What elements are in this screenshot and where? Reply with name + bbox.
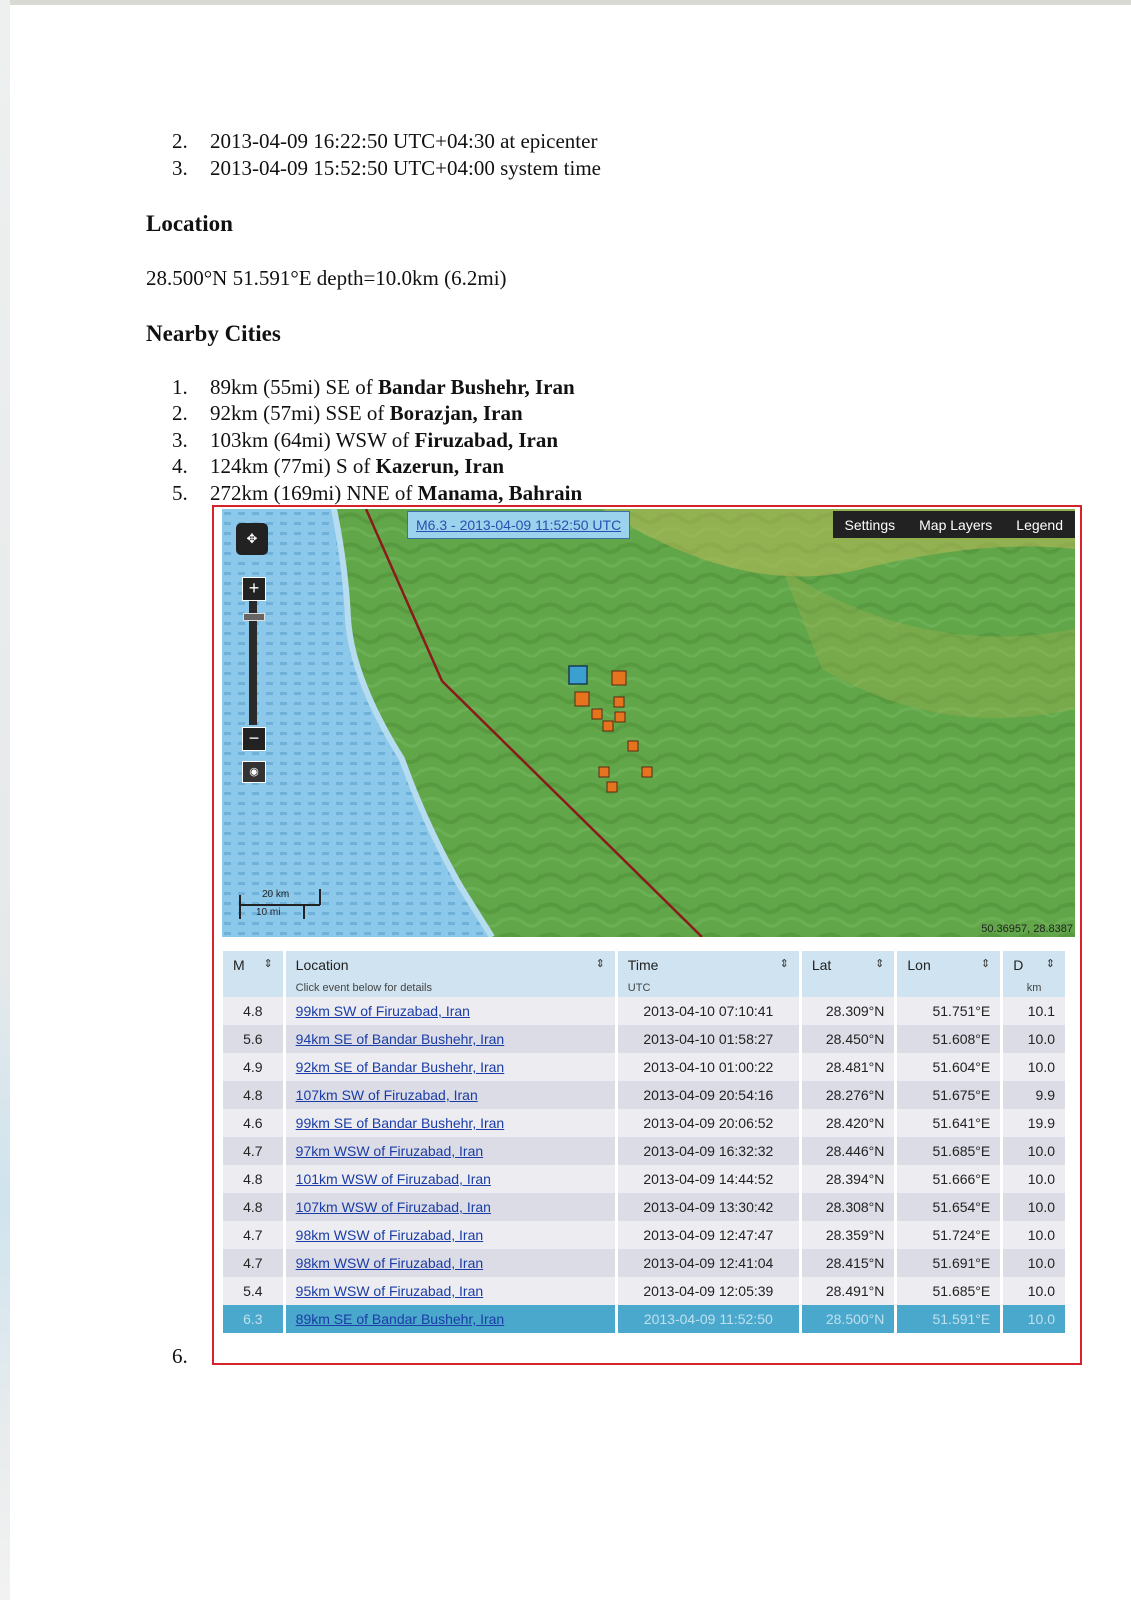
- table-row[interactable]: [223, 1193, 1065, 1221]
- city-list-item: [172, 400, 582, 426]
- table-row[interactable]: [223, 1053, 1065, 1081]
- pan-control-icon[interactable]: ✥: [236, 523, 268, 555]
- column-header-lat[interactable]: Lat ⇕: [802, 951, 895, 979]
- scan-edge-top: [0, 0, 1131, 5]
- table-row[interactable]: [223, 1165, 1065, 1193]
- event-link[interactable]: 99km SW of Firuzabad, Iran: [295, 1003, 470, 1019]
- table-row[interactable]: [223, 1025, 1065, 1053]
- depth-cell: 10.0: [1003, 1277, 1065, 1305]
- time-cell: 2013-04-09 12:47:47: [618, 1221, 799, 1249]
- location-cell: [286, 1137, 615, 1165]
- magnitude-cell: 4.8: [223, 1165, 283, 1193]
- city-list-item: [172, 480, 582, 506]
- time-list: [172, 128, 601, 181]
- event-link[interactable]: 107km WSW of Firuzabad, Iran: [295, 1199, 491, 1215]
- lat-cell: 28.394°N: [802, 1165, 895, 1193]
- event-link[interactable]: 107km SW of Firuzabad, Iran: [295, 1087, 478, 1103]
- camera-icon[interactable]: ◉: [242, 761, 266, 783]
- event-link[interactable]: 98km WSW of Firuzabad, Iran: [295, 1255, 484, 1271]
- location-cell: [286, 1305, 615, 1333]
- column-header-d[interactable]: D ⇕: [1003, 951, 1065, 979]
- time-cell: 2013-04-10 01:58:27: [618, 1025, 799, 1053]
- zoom-out-button[interactable]: −: [242, 727, 266, 751]
- column-header-location[interactable]: Location ⇕: [286, 951, 615, 979]
- magnitude-cell: 6.3: [223, 1305, 283, 1333]
- sort-icon: ⇕: [779, 958, 789, 970]
- magnitude-cell: 4.6: [223, 1109, 283, 1137]
- list-number: 2.: [172, 129, 188, 153]
- event-link[interactable]: 98km WSW of Firuzabad, Iran: [295, 1227, 484, 1243]
- list-number: 3.: [172, 427, 188, 452]
- table-row[interactable]: [223, 1109, 1065, 1137]
- time-cell: 2013-04-10 07:10:41: [618, 997, 799, 1025]
- lat-cell: 28.309°N: [802, 997, 895, 1025]
- city-list-item: [172, 374, 582, 400]
- depth-cell: 10.0: [1003, 1305, 1065, 1333]
- time-cell: 2013-04-09 20:06:52: [618, 1109, 799, 1137]
- magnitude-cell: 4.7: [223, 1137, 283, 1165]
- lon-cell: 51.604°E: [897, 1053, 1000, 1081]
- zoom-slider-handle[interactable]: [243, 613, 265, 621]
- depth-cell: 9.9: [1003, 1081, 1065, 1109]
- column-header-time[interactable]: Time ⇕: [618, 951, 799, 979]
- time-cell: 2013-04-09 14:44:52: [618, 1165, 799, 1193]
- map-view[interactable]: [222, 509, 1075, 937]
- city-name: Bandar Bushehr, Iran: [378, 375, 575, 399]
- table-row[interactable]: [223, 1137, 1065, 1165]
- city-name: Kazerun, Iran: [375, 454, 504, 479]
- lat-cell: 28.450°N: [802, 1025, 895, 1053]
- city-name: Manama, Bahrain: [417, 480, 583, 505]
- lat-cell: 28.500°N: [802, 1305, 895, 1333]
- event-title-link[interactable]: M6.3 - 2013-04-09 11:52:50 UTC: [407, 511, 630, 539]
- time-cell: 2013-04-09 20:54:16: [618, 1081, 799, 1109]
- lat-cell: 28.420°N: [802, 1109, 895, 1137]
- location-cell: [286, 1249, 615, 1277]
- time-cell: 2013-04-09 12:41:04: [618, 1249, 799, 1277]
- event-link[interactable]: 95km WSW of Firuzabad, Iran: [295, 1283, 484, 1299]
- zoom-in-button[interactable]: +: [242, 577, 266, 601]
- lon-cell: 51.685°E: [897, 1277, 1000, 1305]
- city-distance: 124km (77mi) S of: [210, 454, 376, 479]
- city-distance: 272km (169mi) NNE of: [210, 480, 418, 505]
- map-toolbar: [833, 511, 1075, 538]
- depth-subheader: km: [1003, 979, 1065, 997]
- lat-cell: 28.415°N: [802, 1249, 895, 1277]
- sort-icon: ⇕: [1045, 958, 1055, 970]
- lat-cell: 28.276°N: [802, 1081, 895, 1109]
- scale-mi-label: 10 mi: [256, 907, 281, 918]
- lon-cell: 51.608°E: [897, 1025, 1000, 1053]
- map-layers-button[interactable]: Map Layers: [919, 516, 993, 533]
- earthquake-map-panel: [212, 505, 1082, 1365]
- city-distance: 103km (64mi) WSW of: [210, 427, 415, 452]
- column-header-m[interactable]: M ⇕: [223, 951, 283, 979]
- table-row-selected[interactable]: [223, 1305, 1065, 1333]
- lon-cell: 51.666°E: [897, 1165, 1000, 1193]
- event-link[interactable]: 94km SE of Bandar Bushehr, Iran: [295, 1031, 505, 1047]
- time-cell: 2013-04-09 13:30:42: [618, 1193, 799, 1221]
- lon-cell: 51.641°E: [897, 1109, 1000, 1137]
- list-number: 4.: [172, 454, 188, 479]
- list-number: 3.: [172, 155, 188, 180]
- magnitude-cell: 4.9: [223, 1053, 283, 1081]
- location-cell: [286, 1025, 615, 1053]
- time-text: 2013-04-09 15:52:50 UTC+04:00 system time: [210, 155, 601, 180]
- cursor-coordinates: 50.36957, 28.8387: [981, 923, 1073, 935]
- location-cell: [286, 1193, 615, 1221]
- magnitude-cell: 5.6: [223, 1025, 283, 1053]
- lon-cell: 51.724°E: [897, 1221, 1000, 1249]
- time-cell: 2013-04-10 01:00:22: [618, 1053, 799, 1081]
- column-header-lon[interactable]: Lon ⇕: [897, 951, 1000, 979]
- legend-button[interactable]: Legend: [1016, 516, 1063, 533]
- time-list-item: [172, 155, 601, 182]
- depth-cell: 10.0: [1003, 1193, 1065, 1221]
- lat-cell: 28.481°N: [802, 1053, 895, 1081]
- city-list-item: [172, 427, 582, 453]
- time-cell: 2013-04-09 11:52:50: [618, 1305, 799, 1333]
- lat-cell: 28.308°N: [802, 1193, 895, 1221]
- magnitude-cell: 5.4: [223, 1277, 283, 1305]
- scan-edge-left: [0, 0, 10, 1600]
- event-link[interactable]: 99km SE of Bandar Bushehr, Iran: [295, 1115, 505, 1131]
- city-list-item: [172, 453, 582, 479]
- location-cell: [286, 997, 615, 1025]
- depth-cell: 10.0: [1003, 1025, 1065, 1053]
- location-subheader: Click event below for details: [286, 979, 615, 997]
- map-terrain: [222, 509, 1075, 937]
- location-cell: [286, 1081, 615, 1109]
- depth-cell: 10.0: [1003, 1165, 1065, 1193]
- lat-cell: 28.446°N: [802, 1137, 895, 1165]
- event-link[interactable]: 101km WSW of Firuzabad, Iran: [295, 1171, 491, 1187]
- lon-cell: 51.654°E: [897, 1193, 1000, 1221]
- location-heading: Location: [146, 211, 233, 236]
- magnitude-cell: 4.8: [223, 997, 283, 1025]
- table-row[interactable]: [223, 1249, 1065, 1277]
- events-table: [220, 951, 1068, 1333]
- time-cell: 2013-04-09 12:05:39: [618, 1277, 799, 1305]
- table-row[interactable]: [223, 1221, 1065, 1249]
- settings-button[interactable]: Settings: [844, 516, 896, 533]
- sort-icon: ⇕: [595, 958, 605, 970]
- depth-cell: 10.0: [1003, 1137, 1065, 1165]
- lon-cell: 51.675°E: [897, 1081, 1000, 1109]
- event-link[interactable]: 97km WSW of Firuzabad, Iran: [295, 1143, 484, 1159]
- city-name: Firuzabad, Iran: [414, 427, 559, 452]
- list-item-6-number: 6.: [172, 1344, 188, 1368]
- depth-cell: 19.9: [1003, 1109, 1065, 1137]
- city-distance: 89km (55mi) SE of: [210, 375, 378, 399]
- time-list-item: [172, 128, 601, 155]
- scale-km-label: 20 km: [262, 889, 290, 900]
- sort-icon: ⇕: [263, 958, 273, 970]
- magnitude-cell: 4.7: [223, 1221, 283, 1249]
- location-cell: [286, 1053, 615, 1081]
- table-row[interactable]: [223, 1277, 1065, 1305]
- lon-cell: 51.591°E: [897, 1305, 1000, 1333]
- magnitude-cell: 4.8: [223, 1193, 283, 1221]
- list-number: 1.: [172, 375, 188, 399]
- lon-cell: 51.685°E: [897, 1137, 1000, 1165]
- map-scale-bar: [238, 885, 324, 925]
- lon-cell: 51.691°E: [897, 1249, 1000, 1277]
- depth-cell: 10.0: [1003, 1221, 1065, 1249]
- nearby-cities-list: [172, 374, 582, 506]
- location-text: 28.500°N 51.591°E depth=10.0km (6.2mi): [146, 266, 507, 290]
- time-text: 2013-04-09 16:22:50 UTC+04:30 at epicenter: [210, 129, 598, 153]
- location-cell: [286, 1165, 615, 1193]
- time-subheader: UTC: [618, 979, 799, 997]
- list-number: 2.: [172, 401, 188, 426]
- location-cell: [286, 1109, 615, 1137]
- time-cell: 2013-04-09 16:32:32: [618, 1137, 799, 1165]
- lat-cell: 28.491°N: [802, 1277, 895, 1305]
- table-row[interactable]: [223, 997, 1065, 1025]
- magnitude-cell: 4.8: [223, 1081, 283, 1109]
- event-link[interactable]: 89km SE of Bandar Bushehr, Iran: [295, 1311, 505, 1327]
- magnitude-cell: 4.7: [223, 1249, 283, 1277]
- depth-cell: 10.0: [1003, 1053, 1065, 1081]
- depth-cell: 10.0: [1003, 1249, 1065, 1277]
- sort-icon: ⇕: [981, 958, 991, 970]
- event-link[interactable]: 92km SE of Bandar Bushehr, Iran: [295, 1059, 505, 1075]
- city-distance: 92km (57mi) SSE of: [210, 401, 390, 426]
- lon-cell: 51.751°E: [897, 997, 1000, 1025]
- depth-cell: 10.1: [1003, 997, 1065, 1025]
- lat-cell: 28.359°N: [802, 1221, 895, 1249]
- nearby-cities-heading: Nearby Cities: [146, 321, 281, 346]
- table-row[interactable]: [223, 1081, 1065, 1109]
- location-cell: [286, 1277, 615, 1305]
- sort-icon: ⇕: [875, 958, 885, 970]
- city-name: Borazjan, Iran: [389, 401, 523, 426]
- list-number: 5.: [172, 480, 188, 505]
- location-cell: [286, 1221, 615, 1249]
